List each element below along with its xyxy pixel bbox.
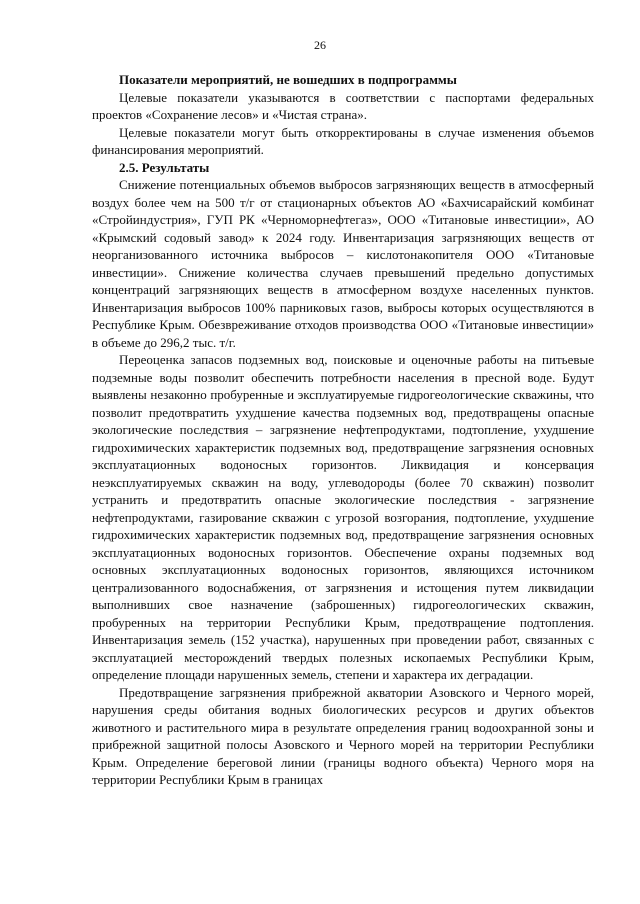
document-body xyxy=(92,71,594,789)
section-heading-indicators: Показатели мероприятий, не вошедших в подпрограммы xyxy=(119,72,457,87)
page-number: 26 xyxy=(314,38,326,52)
paragraph-groundwater: Переоценка запасов подземных вод, поисковые и оценочные работы на питьевые подземные воды позволит обеспечить потребности населения в пресной воде. Будут выявлены незаконно пробуренные и эксплуатируемые гидрогеологические скважины, что позволит предотвратить ухудшение качества подземных вод, предотвращены опасные экологические последствия – загрязнение нефтепродуктами, подтопление, ухудшение гидрохимических характеристик подземных вод, предотвращение загрязнения основных эксплуатационных водоносных горизонтов. Ликвидация и консервация неэксплуатируемых скважин на воду, углеводороды (более 70 скважин) позволит устранить и предотвратить опасные экологические последствия - загрязнение нефтепродуктами, газирование скважин с угрозой возгорания, подтопление, ухудшение гидрохимических характеристик подземных вод, предотвращение загрязнения основных эксплуатационных водоносных горизонтов. Обеспечение охраны подземных вод основных эксплуатационных водоносных горизонтов, являющихся источником централизованного водоснабжения, от загрязнения и истощения путем ликвидации выполнивших свое назначение (заброшенных) гидрогеологических скважин, пробуренных на территории Республики Крым, предотвращение подтопления. Инвентаризация земель (152 участка), нарушенных при проведении работ, связанных с эксплуатацией месторождений твердых полезных ископаемых Республики Крым, определение площади нарушенных земель, степени и характера их деградации. xyxy=(92,352,594,682)
paragraph-air-emissions: Снижение потенциальных объемов выбросов загрязняющих веществ в атмосферный воздух более чем на 500 т/г от стационарных объектов АО «Бахчисарайский комбинат «Стройиндустрия», ГУП РК «Черноморнефтегаз», ООО «Титановые инвестиции», АО «Крымский содовый завод» к 2024 году. Инвентаризация загрязняющих веществ от неорганизованного источника выбросов – кислотонакопителя ООО «Титановые инвестиции». Снижение количества случаев превышений предельно допустимых концентраций загрязняющих веществ в атмосферном воздухе населенных пунктов. Инвентаризация выбросов 100% парниковых газов, выбросы которых осуществляются в Республике Крым. Обезвреживание отходов производства ООО «Титановые инвестиции» в объеме до 296,2 тыс. т/г. xyxy=(92,177,594,350)
paragraph-coastal-waters: Предотвращение загрязнения прибрежной акватории Азовского и Черного морей, нарушения среды обитания водных биологических ресурсов и других объектов животного и растительного мира в результате определения границ водоохранной зоны и прибрежной защитной полосы Азовского и Черного морей на территории Республики Крым. Определение береговой линии (границы водного объекта) Черного моря на территории Республики Крым в границах xyxy=(92,684,594,787)
paragraph-target-indicators: Целевые показатели указываются в соответствии с паспортами федеральных проектов «Сохранение лесов» и «Чистая страна». xyxy=(92,89,594,122)
section-heading-results: 2.5. Результаты xyxy=(119,159,210,175)
paragraph-indicator-adjustment: Целевые показатели могут быть откорректированы в случае изменения объемов финансирования мероприятий. xyxy=(92,124,594,157)
